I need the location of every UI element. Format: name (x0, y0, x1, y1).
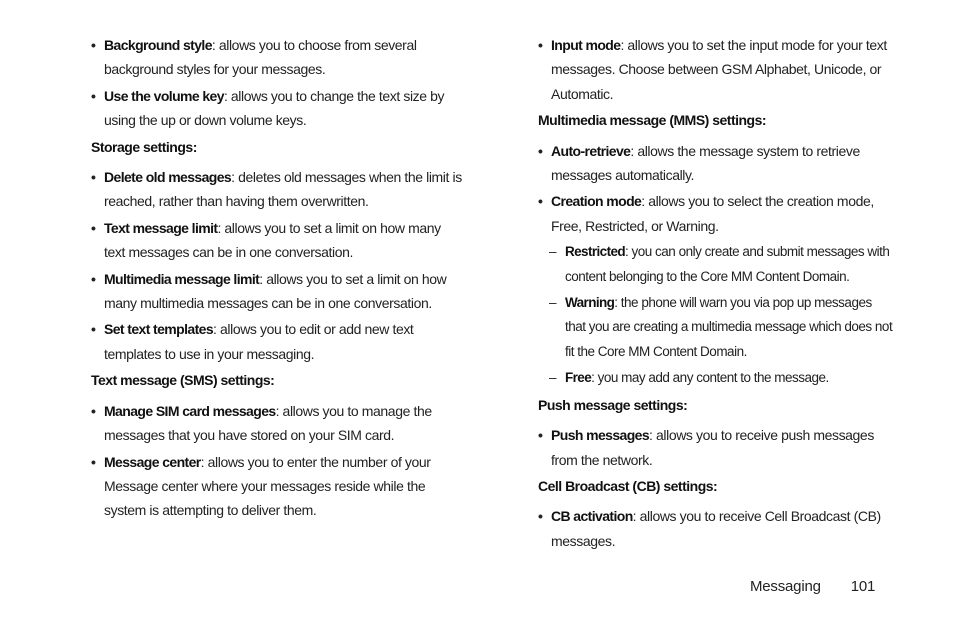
item-text: : deletes old messages when the limit is reached, rather than having them overwritten. (104, 169, 462, 210)
item-text: : allows you to set a limit on how many multimedia messages can be in one conversation. (104, 270, 447, 312)
item-term: Message center (104, 453, 201, 470)
bullet-icon: • (538, 193, 543, 210)
bullet-icon: • (91, 402, 96, 419)
item-text: : allows the message system to retrieve messages automatically. (551, 142, 860, 184)
list-item-text-message-limit (91, 216, 463, 265)
item-text: : allows you to edit or add new text templates to use in your messaging. (104, 321, 414, 362)
item-term: Input mode (551, 37, 621, 53)
item-term: Warning (565, 295, 615, 311)
item-text: : allows you to receive push messages from the network. (551, 427, 874, 468)
bullet-icon: • (91, 270, 96, 287)
list-item-set-text-templates (91, 317, 463, 366)
item-text: : allows you to set a limit on how many text messages can be in one conversation. (104, 219, 441, 261)
list-item-message-center (91, 450, 463, 523)
sub-item-free (538, 366, 894, 390)
bullet-icon: • (538, 427, 543, 444)
item-term: Manage SIM card messages (104, 402, 276, 419)
bullet-icon: • (91, 37, 96, 53)
list-item-cb-activation (538, 504, 894, 553)
bullet-icon: • (91, 169, 96, 186)
item-term: Delete old messages (104, 169, 232, 186)
item-text: : you may add any content to the message. (591, 370, 829, 386)
list-item-background-style (91, 33, 463, 82)
bullet-icon: • (91, 453, 96, 470)
dash-icon: – (549, 244, 557, 260)
list-item-creation-mode (538, 189, 894, 238)
dash-icon: – (549, 370, 557, 386)
bullet-icon: • (91, 219, 96, 236)
bullet-icon: • (91, 321, 96, 338)
item-term: Restricted (565, 244, 626, 260)
sub-item-warning (538, 291, 894, 364)
item-text: : allows you to receive Cell Broadcast (CB) messages. (551, 508, 881, 549)
list-item-push-messages (538, 423, 894, 472)
bullet-icon: • (538, 142, 543, 159)
item-text: : allows you to change the text size by using the up or down volume keys. (104, 87, 445, 129)
item-text: : allows you to enter the number of your Message center where your messages reside while the system is attempting to deliver them. (104, 453, 431, 519)
item-text: : allows you to set the input mode for your text messages. Choose between GSM Alphabet, Unicode, or Automatic. (551, 37, 887, 102)
bullet-icon: • (538, 508, 543, 525)
list-item-manage-sim-card-messages (91, 399, 463, 448)
item-text: : the phone will warn you via pop up messages that you are creating a multimedia message which does not fit the Core MM Content Domain. (565, 295, 893, 359)
page-number: 101 (850, 578, 876, 595)
item-term: Creation mode (551, 193, 642, 210)
section-heading-mms: Multimedia message (MMS) settings: (538, 112, 767, 129)
item-term: Background style (104, 37, 212, 53)
item-text: : allows you to choose from several background styles for your messages. (104, 37, 417, 78)
list-item-use-volume-key (91, 84, 463, 133)
left-column (91, 33, 463, 525)
item-term: Use the volume key (104, 87, 224, 104)
item-term: Push messages (551, 427, 650, 444)
list-item-auto-retrieve (538, 139, 894, 188)
section-heading-sms: Text message (SMS) settings: (91, 372, 275, 389)
footer-section-name: Messaging (750, 578, 821, 595)
item-term: Auto-retrieve (551, 142, 631, 159)
bullet-icon: • (538, 37, 543, 53)
page-footer (750, 578, 875, 595)
item-term: Free (565, 370, 592, 386)
list-item-multimedia-message-limit (91, 267, 463, 316)
item-term: Multimedia message limit (104, 270, 260, 287)
section-heading-storage: Storage settings: (91, 138, 197, 155)
bullet-icon: • (91, 87, 96, 104)
dash-icon: – (549, 295, 557, 311)
item-text: : allows you to select the creation mode, Free, Restricted, or Warning. (551, 193, 874, 234)
item-text: : allows you to manage the messages that you have stored on your SIM card. (104, 402, 432, 444)
list-item-delete-old-messages (91, 165, 463, 214)
item-term: CB activation (551, 508, 633, 525)
sub-item-restricted (538, 240, 894, 289)
right-column (538, 33, 894, 555)
section-heading-cell-broadcast: Cell Broadcast (CB) settings: (538, 477, 718, 494)
list-item-input-mode (538, 33, 894, 106)
item-text: : you can only create and submit messages with content belonging to the Core MM Content Domain. (565, 244, 890, 284)
item-term: Set text templates (104, 321, 214, 338)
item-term: Text message limit (104, 219, 218, 236)
section-heading-push: Push message settings: (538, 396, 688, 413)
